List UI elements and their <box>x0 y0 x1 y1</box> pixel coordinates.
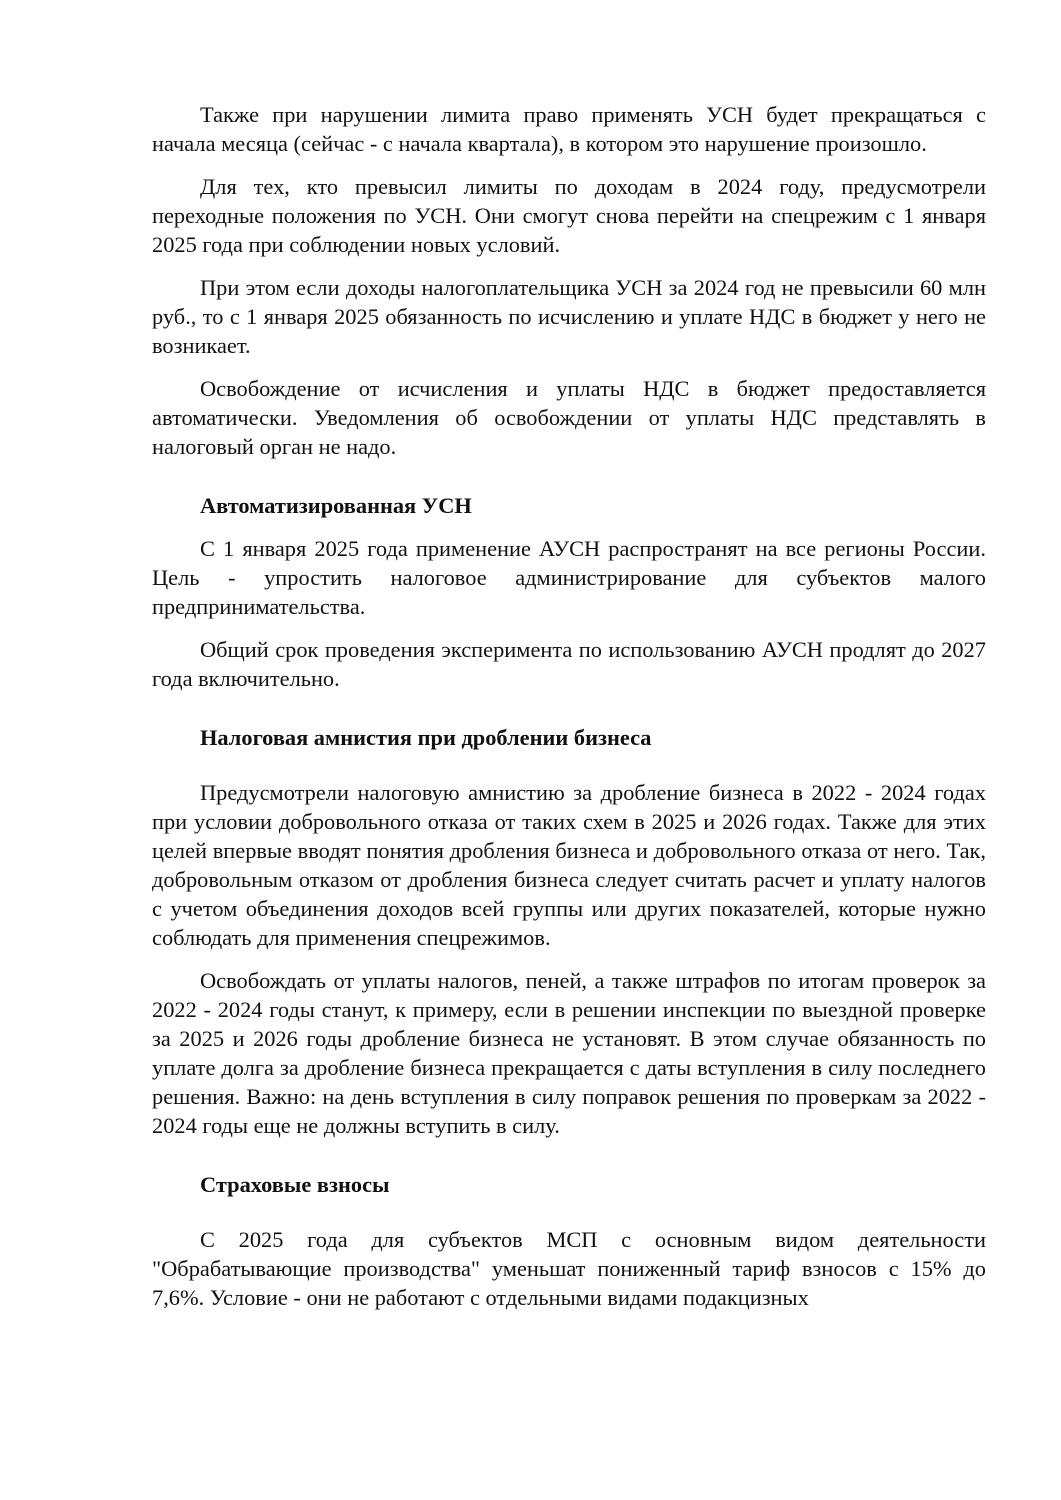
heading-tax-amnesty: Налоговая амнистия при дроблении бизнеса <box>200 725 652 750</box>
paragraph-transition-provisions: Для тех, кто превысил лимиты по доходам в 2024 году, предусмотрели переходные положения по УСН. Они смогут снова перейти на спецрежим с 1 января 2025 года при соблюдении новых условий. <box>152 174 986 257</box>
heading-automated-usn: Автоматизированная УСН <box>200 493 472 518</box>
paragraph-ausn-experiment-term: Общий срок проведения эксперимента по использованию АУСН продлят до 2027 года включительно. <box>152 637 986 691</box>
heading-insurance-contributions: Страховые взносы <box>200 1172 390 1197</box>
paragraph-amnesty-release: Освобождать от уплаты налогов, пеней, а также штрафов по итогам проверок за 2022 - 2024 годы станут, к примеру, если в решении инспекции по выездной проверке за 2025 и 2026 годы дробление бизнеса не установят. В этом случае обязанность по уплате долга за дробление бизнеса прекращается с даты вступления в силу последнего решения. Важно: на день вступления в силу поправок решения по проверкам за 2022 - 2024 годы еще не должны вступить в силу. <box>152 968 986 1138</box>
paragraph-usn-limit-violation: Также при нарушении лимита право применять УСН будет прекращаться с начала месяца (сейчас - с начала квартала), в котором это нарушение произошло. <box>152 102 986 156</box>
paragraph-amnesty-definition: Предусмотрели налоговую амнистию за дробление бизнеса в 2022 - 2024 годах при условии добровольного отказа от таких схем в 2025 и 2026 годах. Также для этих целей впервые вводят понятия дробления бизнеса и добровольного отказа от него. Так, добровольным отказом от дробления бизнеса следует считать расчет и уплату налогов с учетом объединения доходов всей группы или других показателей, которые нужно соблюдать для применения спецрежимов. <box>152 780 986 950</box>
paragraph-manufacturing-tariff: С 2025 года для субъектов МСП с основным видом деятельности "Обрабатывающие производства" уменьшат пониженный тариф взносов с 15% до 7,6%. Условие - они не работают с отдельными видами подакцизных <box>152 1227 986 1310</box>
paragraph-vat-exemption-automatic: Освобождение от исчисления и уплаты НДС в бюджет предоставляется автоматически. Уведомления об освобождении от уплаты НДС представлять в налоговый орган не надо. <box>152 376 986 459</box>
document-page <box>152 100 986 1326</box>
paragraph-ausn-regions: С 1 января 2025 года применение АУСН распространят на все регионы России. Цель - упростить налоговое администрирование для субъектов малого предпринимательства. <box>152 536 986 619</box>
paragraph-vat-exemption-condition: При этом если доходы налогоплательщика УСН за 2024 год не превысили 60 млн руб., то с 1 января 2025 обязанность по исчислению и уплате НДС в бюджет у него не возникает. <box>152 275 986 358</box>
